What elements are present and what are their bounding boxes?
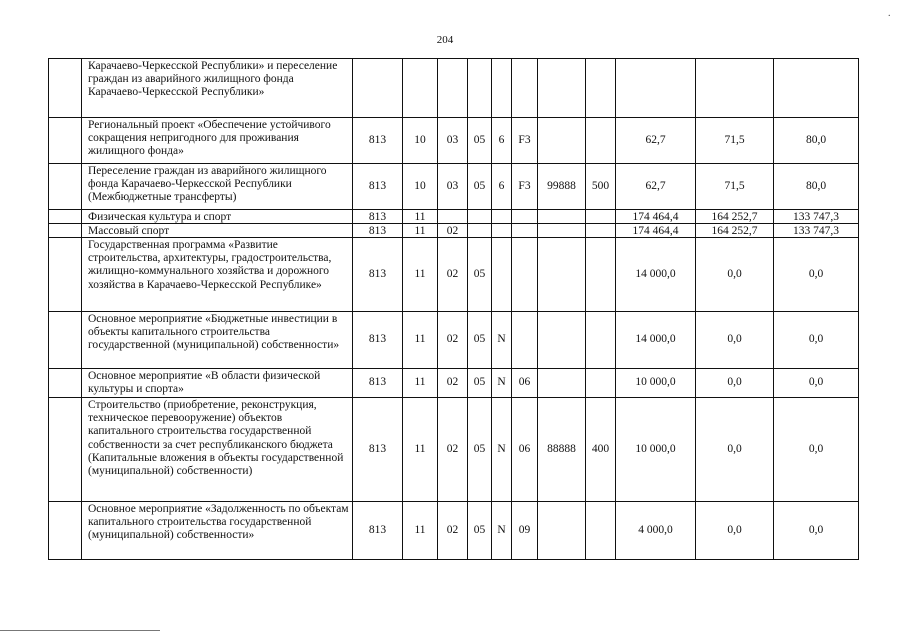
section-code-cell: 11 — [403, 502, 438, 560]
subprogram-code-cell: N — [492, 369, 512, 398]
direction-code-cell — [538, 210, 586, 224]
item-name-cell: Основное мероприятие «В области физической культуры и спорта» — [82, 369, 353, 398]
subsection-code-cell — [438, 59, 468, 118]
event-code-cell — [512, 238, 538, 312]
program-code-cell: 05 — [468, 502, 492, 560]
budget-code-cell — [353, 59, 403, 118]
page-number: 204 — [436, 34, 454, 46]
subsection-code-cell: 02 — [438, 312, 468, 369]
amount-year-2-cell: 0,0 — [696, 238, 774, 312]
program-code-cell — [468, 224, 492, 238]
amount-year-1-cell: 14 000,0 — [616, 312, 696, 369]
amount-year-3-cell: 133 747,3 — [774, 224, 859, 238]
amount-year-1-cell: 10 000,0 — [616, 398, 696, 502]
item-name-cell: Основное мероприятие «Бюджетные инвестиции в объекты капитального строительства государственной (муниципальной) собственности» — [82, 312, 353, 369]
subprogram-code-cell: N — [492, 502, 512, 560]
amount-year-3-cell: 80,0 — [774, 118, 859, 164]
row-index-cell — [49, 238, 82, 312]
amount-year-2-cell: 0,0 — [696, 398, 774, 502]
expense-type-cell: 500 — [586, 164, 616, 210]
budget-code-cell: 813 — [353, 164, 403, 210]
table-row — [49, 312, 859, 369]
amount-year-2-cell: 0,0 — [696, 312, 774, 369]
program-code-cell — [468, 210, 492, 224]
table-body — [49, 59, 859, 560]
amount-year-1-cell: 174 464,4 — [616, 210, 696, 224]
section-code-cell: 11 — [403, 238, 438, 312]
subprogram-code-cell — [492, 238, 512, 312]
item-name-cell: Карачаево-Черкесской Республики» и переселение граждан из аварийного жилищного фонда Карачаево-Черкесской Республики» — [82, 59, 353, 118]
table-row — [49, 164, 859, 210]
direction-code-cell — [538, 502, 586, 560]
budget-code-cell: 813 — [353, 238, 403, 312]
expense-type-cell — [586, 118, 616, 164]
subsection-code-cell: 02 — [438, 224, 468, 238]
scan-edge-line — [0, 630, 160, 631]
amount-year-3-cell: 0,0 — [774, 398, 859, 502]
table-row — [49, 369, 859, 398]
budget-code-cell: 813 — [353, 312, 403, 369]
event-code-cell: F3 — [512, 118, 538, 164]
event-code-cell: 06 — [512, 398, 538, 502]
subprogram-code-cell: N — [492, 398, 512, 502]
event-code-cell — [512, 59, 538, 118]
event-code-cell: 06 — [512, 369, 538, 398]
amount-year-1-cell: 10 000,0 — [616, 369, 696, 398]
section-code-cell: 11 — [403, 210, 438, 224]
amount-year-3-cell: 0,0 — [774, 238, 859, 312]
amount-year-3-cell: 0,0 — [774, 312, 859, 369]
subsection-code-cell: 02 — [438, 238, 468, 312]
table-row — [49, 398, 859, 502]
amount-year-2-cell: 164 252,7 — [696, 224, 774, 238]
row-index-cell — [49, 312, 82, 369]
expense-type-cell — [586, 238, 616, 312]
row-index-cell — [49, 210, 82, 224]
direction-code-cell — [538, 312, 586, 369]
expense-type-cell — [586, 369, 616, 398]
subsection-code-cell: 02 — [438, 502, 468, 560]
amount-year-3-cell — [774, 59, 859, 118]
event-code-cell — [512, 312, 538, 369]
subsection-code-cell: 03 — [438, 164, 468, 210]
budget-code-cell: 813 — [353, 502, 403, 560]
row-index-cell — [49, 164, 82, 210]
budget-table — [48, 58, 859, 560]
section-code-cell: 11 — [403, 224, 438, 238]
row-index-cell — [49, 398, 82, 502]
subsection-code-cell — [438, 210, 468, 224]
item-name-cell: Государственная программа «Развитие строительства, архитектуры, градостроительства, жилищно-коммунального хозяйства и дорожного хозяйства в Карачаево-Черкесской Республике» — [82, 238, 353, 312]
direction-code-cell — [538, 118, 586, 164]
subprogram-code-cell: N — [492, 312, 512, 369]
subprogram-code-cell: 6 — [492, 118, 512, 164]
amount-year-2-cell: 0,0 — [696, 369, 774, 398]
subsection-code-cell: 02 — [438, 369, 468, 398]
event-code-cell — [512, 224, 538, 238]
amount-year-2-cell: 71,5 — [696, 164, 774, 210]
budget-code-cell: 813 — [353, 369, 403, 398]
program-code-cell: 05 — [468, 118, 492, 164]
amount-year-1-cell: 62,7 — [616, 118, 696, 164]
subprogram-code-cell: 6 — [492, 164, 512, 210]
table-row — [49, 118, 859, 164]
program-code-cell: 05 — [468, 398, 492, 502]
direction-code-cell — [538, 59, 586, 118]
subsection-code-cell: 03 — [438, 118, 468, 164]
program-code-cell — [468, 59, 492, 118]
table-row — [49, 210, 859, 224]
table-row — [49, 59, 859, 118]
direction-code-cell — [538, 369, 586, 398]
budget-code-cell: 813 — [353, 398, 403, 502]
program-code-cell: 05 — [468, 164, 492, 210]
amount-year-2-cell: 164 252,7 — [696, 210, 774, 224]
budget-code-cell: 813 — [353, 210, 403, 224]
subsection-code-cell: 02 — [438, 398, 468, 502]
row-index-cell — [49, 118, 82, 164]
expense-type-cell — [586, 224, 616, 238]
subprogram-code-cell — [492, 210, 512, 224]
amount-year-1-cell: 14 000,0 — [616, 238, 696, 312]
program-code-cell: 05 — [468, 369, 492, 398]
amount-year-3-cell: 133 747,3 — [774, 210, 859, 224]
amount-year-1-cell — [616, 59, 696, 118]
direction-code-cell — [538, 224, 586, 238]
amount-year-2-cell — [696, 59, 774, 118]
amount-year-1-cell: 62,7 — [616, 164, 696, 210]
section-code-cell: 10 — [403, 164, 438, 210]
item-name-cell: Переселение граждан из аварийного жилищного фонда Карачаево-Черкесской Республики (Межбюджетные трансферты) — [82, 164, 353, 210]
direction-code-cell — [538, 238, 586, 312]
expense-type-cell: 400 — [586, 398, 616, 502]
amount-year-2-cell: 0,0 — [696, 502, 774, 560]
item-name-cell: Основное мероприятие «Задолженность по объектам капитального строительства государственной (муниципальной) собственности» — [82, 502, 353, 560]
amount-year-3-cell: 0,0 — [774, 502, 859, 560]
event-code-cell: F3 — [512, 164, 538, 210]
program-code-cell: 05 — [468, 238, 492, 312]
section-code-cell — [403, 59, 438, 118]
table-row — [49, 224, 859, 238]
table-row — [49, 238, 859, 312]
row-index-cell — [49, 369, 82, 398]
expense-type-cell — [586, 312, 616, 369]
direction-code-cell: 99888 — [538, 164, 586, 210]
amount-year-3-cell: 0,0 — [774, 369, 859, 398]
section-code-cell: 11 — [403, 369, 438, 398]
amount-year-1-cell: 174 464,4 — [616, 224, 696, 238]
expense-type-cell — [586, 502, 616, 560]
event-code-cell — [512, 210, 538, 224]
section-code-cell: 10 — [403, 118, 438, 164]
budget-code-cell: 813 — [353, 118, 403, 164]
expense-type-cell — [586, 210, 616, 224]
item-name-cell: Физическая культура и спорт — [82, 210, 353, 224]
direction-code-cell: 88888 — [538, 398, 586, 502]
item-name-cell: Строительство (приобретение, реконструкция, техническое перевооружение) объектов капитального строительства государственной собственности за счет республиканского бюджета (Капитальные вложения в объекты государственной (муниципальной) собственности) — [82, 398, 353, 502]
section-code-cell: 11 — [403, 398, 438, 502]
row-index-cell — [49, 224, 82, 238]
program-code-cell: 05 — [468, 312, 492, 369]
subprogram-code-cell — [492, 224, 512, 238]
section-code-cell: 11 — [403, 312, 438, 369]
event-code-cell: 09 — [512, 502, 538, 560]
subprogram-code-cell — [492, 59, 512, 118]
table-row — [49, 502, 859, 560]
expense-type-cell — [586, 59, 616, 118]
row-index-cell — [49, 59, 82, 118]
amount-year-2-cell: 71,5 — [696, 118, 774, 164]
item-name-cell: Массовый спорт — [82, 224, 353, 238]
amount-year-1-cell: 4 000,0 — [616, 502, 696, 560]
scan-mark: . — [888, 8, 891, 19]
item-name-cell: Региональный проект «Обеспечение устойчивого сокращения непригодного для проживания жилищного фонда» — [82, 118, 353, 164]
row-index-cell — [49, 502, 82, 560]
amount-year-3-cell: 80,0 — [774, 164, 859, 210]
budget-code-cell: 813 — [353, 224, 403, 238]
